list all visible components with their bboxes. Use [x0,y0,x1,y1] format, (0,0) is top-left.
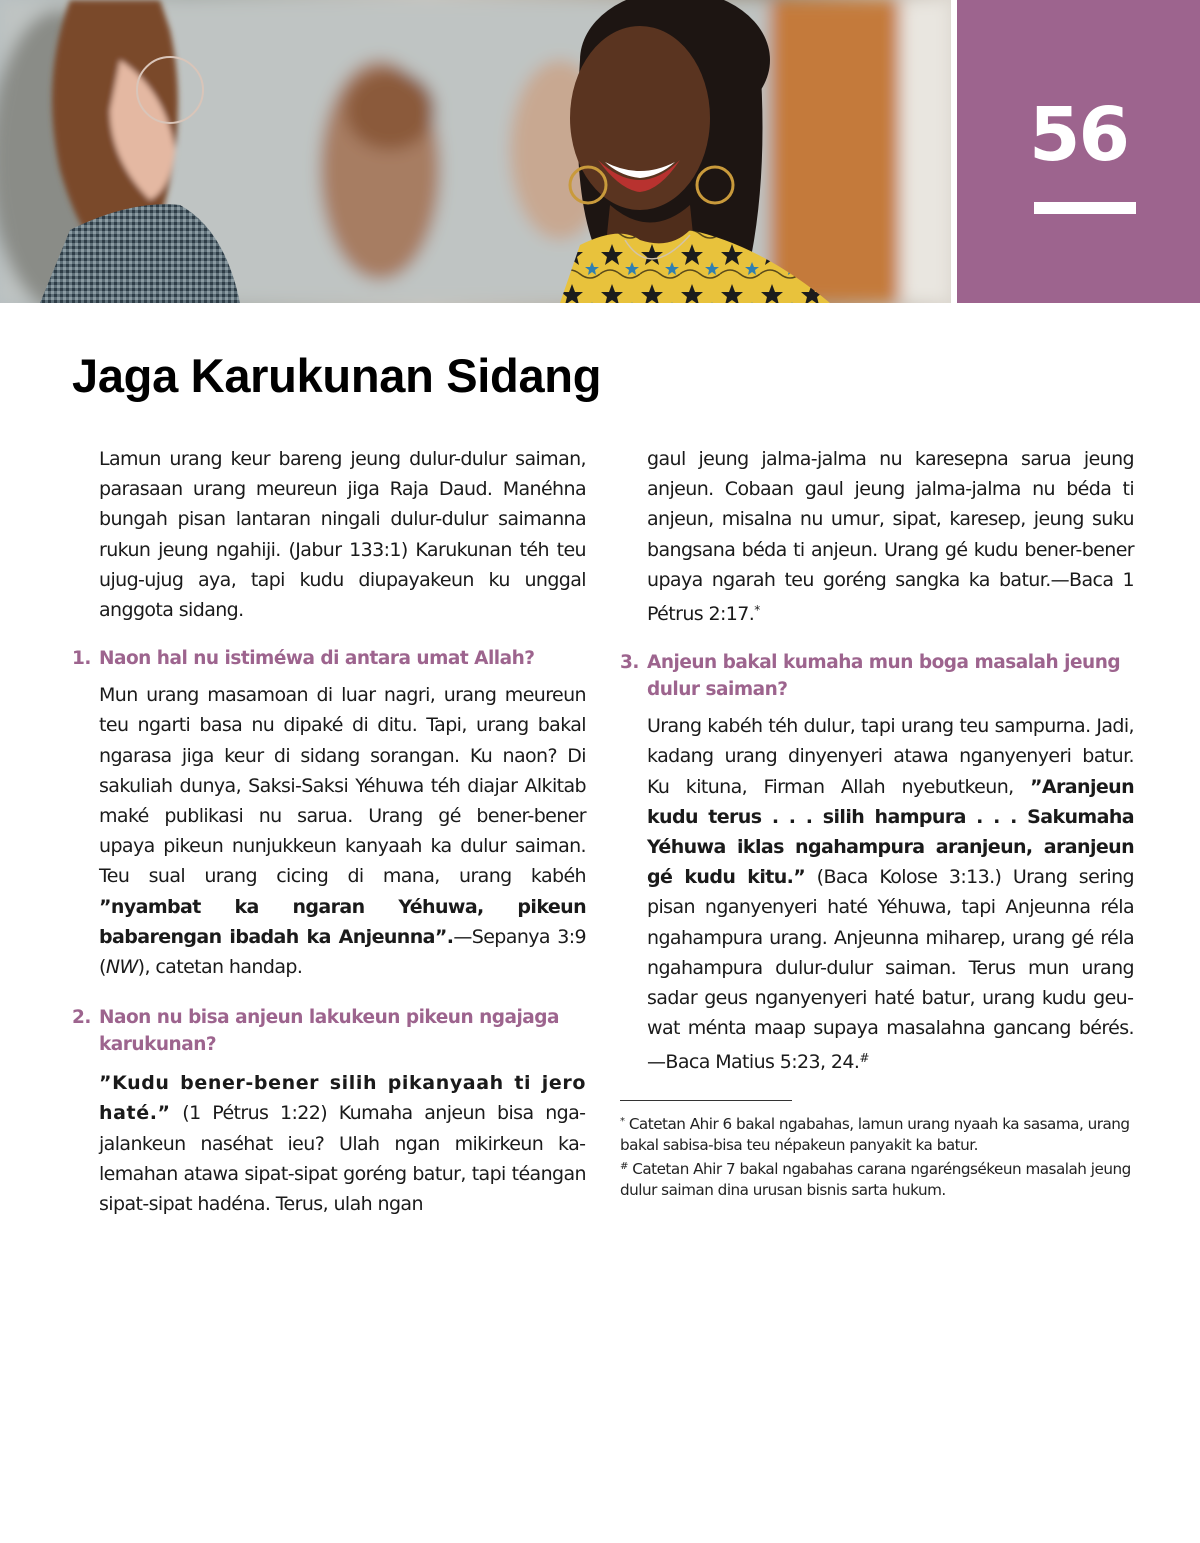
footnote-mark-asterisk[interactable]: * [754,603,760,618]
footnote-2-mark: # [620,1160,628,1172]
footnote-divider [620,1100,792,1101]
section-2-text: (1 Pétrus 1:22) Kumaha anjeun bisa ngajalankeun naséhat ieu? Ulah ngan mikirkeun kalemahan atawa sipat-sipat goréng batur, tapi téangan sipat-sipat hadéna. Terus, ulah ngan [99,1102,586,1216]
right-column [620,444,1134,1201]
section-1-quote: ”nyambat ka ngaran Yéhuwa, pikeun babarengan ibadah ka Anjeunna”. [99,895,586,948]
footnote-2 [620,1156,1134,1201]
section-1-question [72,645,586,672]
section-3-text-continued: (Baca Kolose 3:13.) Urang sering pisan nganyenyeri haté Yéhuwa, tapi Anjeunna réla ngahampura urang. Anjeunna miharep, urang gé réla ngahampura dulur-dulur saiman. Terus mun urang sadar geus nganyenyeri haté batur, urang kudu geuwat ménta maap supaya masalahna gancang bérés.—Baca Matius 5:23, 24. [647,866,1134,1074]
section-2-continued-text: gaul jeung jalma-jalma nu karesepna sarua jeung anjeun. Cobaan gaul jeung jalma-jalma nu béda ti anjeun, misalna nu umur, sipat, karesep, jeung suku bangsana béda ti anjeun. Urang gé kudu bener-bener upaya ngarah teu goréng sangka ka batur.—Baca 1 Pétrus 2:17. [647,448,1134,626]
section-3-question-text: Anjeun bakal kumaha mun boga masalah jeung dulur saiman? [647,652,1121,701]
lesson-number: 56 [1029,92,1128,178]
page-title: Jaga Karukunan Sidang [72,349,602,402]
section-2-question [72,1004,586,1058]
photo-two-women-smiling-icon [0,0,951,303]
footnote-1-mark: * [620,1115,625,1127]
section-1-number: 1. [72,648,91,670]
section-1-citation: —Sepanya 3:9 ( [99,925,586,979]
section-3-text: Urang kabéh téh dulur, tapi urang teu sampurna. Jadi, kadang urang dinyenyeri atawa nganyenyeri batur. Ku kituna, Firman Allah nyebutkeun, [647,715,1134,798]
footnote-1-text: Catetan Ahir 6 bakal ngabahas, lamun urang nyaah ka sasama, urang bakal sabisa-bisa teu népakeun panyakit ka batur. [620,1114,1130,1154]
footnote-mark-hash[interactable]: # [859,1051,869,1066]
section-3-quote: ”Aranjeun kudu terus . . . silih hampura . . . Sakumaha Yéhuwa iklas ngahampura aranjeun, aranjeun gé kudu kitu.” [647,775,1134,889]
section-2-number: 2. [72,1007,91,1029]
section-1-citation-version: NW [105,956,138,979]
section-2-paragraph [72,1068,586,1219]
section-2-continued-paragraph [620,444,1134,629]
lesson-number-badge [957,0,1200,303]
intro-paragraph: Lamun urang keur bareng jeung dulur-dulur saiman, parasaan urang meureun jiga Raja Daud. Manéhna bungah pisan lantaran ningali dulur-dulur saimanna rukun jeung ngahiji. (Jabur 133:1) Karukunan téh teu ujug-ujug aya, tapi kudu diupayakeun ku unggal anggota sidang. [99,448,586,622]
section-1-question-text: Naon hal nu istiméwa di antara umat Allah? [99,648,535,670]
header-photo [0,0,951,303]
footnote-2-text: Catetan Ahir 7 bakal ngabahas carana ngaréngsékeun masalah jeung dulur saiman dina urusan bisnis sarta hukum. [620,1159,1131,1199]
section-2-quote: ”Kudu bener-bener silih pikanyaah ti jero haté.” [99,1072,586,1125]
section-3-paragraph [620,711,1134,1077]
section-1-paragraph [72,680,586,982]
left-column [72,444,586,1219]
lesson-number-underline [1034,202,1136,214]
section-1-citation-end: ), catetan handap. [137,956,303,979]
section-1-text: Mun urang masamoan di luar nagri, urang meureun teu ngarti basa nu dipaké di ditu. Tapi, urang bakal ngarasa jiga keur di sidang sorangan. Ku naon? Di sakuliah dunya, Saksi-Saksi Yéhuwa téh diajar Alkitab maké publikasi nu sarua. Urang gé bener-bener upaya pikeun nunjukkeun kanyaah ka dulur saiman. Teu sual urang cicing di mana, urang kabéh [99,684,586,888]
section-3-number: 3. [620,652,639,674]
section-3-question [620,649,1134,703]
section-2-question-text: Naon nu bisa anjeun lakukeun pikeun ngajaga karukunan? [99,1007,560,1056]
footnote-1 [620,1111,1134,1156]
